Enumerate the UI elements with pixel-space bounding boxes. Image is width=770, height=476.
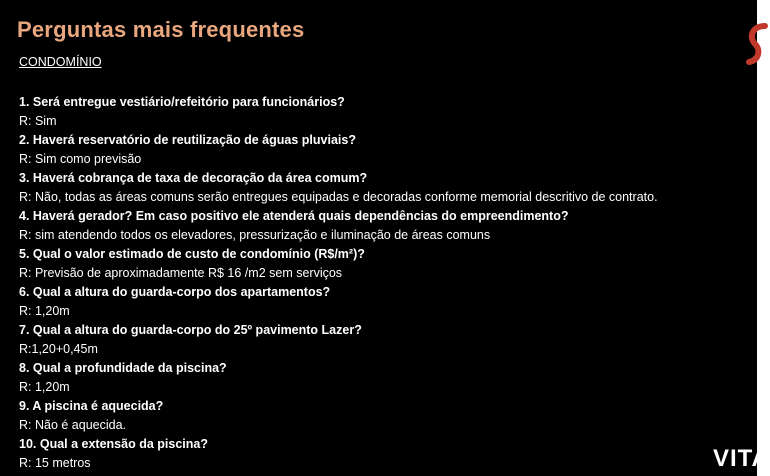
faq-item — [19, 207, 754, 245]
faq-item — [19, 435, 754, 473]
section-subtitle: CONDOMÍNIO — [19, 55, 102, 69]
faq-answer: R: sim atendendo todos os elevadores, pressurização e iluminação de áreas comuns — [19, 228, 491, 242]
faq-item — [19, 283, 754, 321]
faq-item — [19, 359, 754, 397]
faq-answer: R:1,20+0,45m — [19, 342, 98, 356]
faq-answer: R: Sim como previsão — [19, 152, 142, 166]
faq-question: 1. Será entregue vestiário/refeitório para funcionários? — [19, 95, 345, 109]
faq-answer: R: 1,20m — [19, 304, 70, 318]
faq-answer: R: Previsão de aproximadamente R$ 16 /m2 sem serviços — [19, 266, 343, 280]
faq-answer: R: Sim — [19, 114, 57, 128]
faq-question: 6. Qual a altura do guarda-corpo dos apartamentos? — [19, 285, 331, 299]
faq-question: 4. Haverá gerador? Em caso positivo ele atenderá quais dependências do empreendimento? — [19, 209, 569, 223]
faq-question: 7. Qual a altura do guarda-corpo do 25º pavimento Lazer? — [19, 323, 362, 337]
brand-wordmark: VITA — [713, 445, 770, 472]
faq-item — [19, 321, 754, 359]
faq-item — [19, 245, 754, 283]
faq-question: 9. A piscina é aquecida? — [19, 399, 164, 413]
faq-question: 10. Qual a extensão da piscina? — [19, 437, 208, 451]
faq-item — [19, 93, 754, 131]
faq-item — [19, 397, 754, 435]
faq-answer: R: Não, todas as áreas comuns serão entregues equipadas e decoradas conforme memorial descritivo de contrato. — [19, 190, 658, 204]
faq-question: 3. Haverá cobrança de taxa de decoração da área comum? — [19, 171, 368, 185]
faq-question: 2. Haverá reservatório de reutilização de águas pluviais? — [19, 133, 356, 147]
faq-question: 5. Qual o valor estimado de custo de condomínio (R$/m²)? — [19, 247, 365, 261]
brand-logo-icon — [745, 24, 765, 64]
faq-list — [19, 93, 754, 473]
faq-answer: R: 15 metros — [19, 456, 91, 470]
faq-item — [19, 169, 754, 207]
faq-item — [19, 131, 754, 169]
faq-answer: R: 1,20m — [19, 380, 70, 394]
faq-answer: R: Não é aquecida. — [19, 418, 127, 432]
page-title: Perguntas mais frequentes — [17, 17, 305, 42]
faq-question: 8. Qual a profundidade da piscina? — [19, 361, 227, 375]
